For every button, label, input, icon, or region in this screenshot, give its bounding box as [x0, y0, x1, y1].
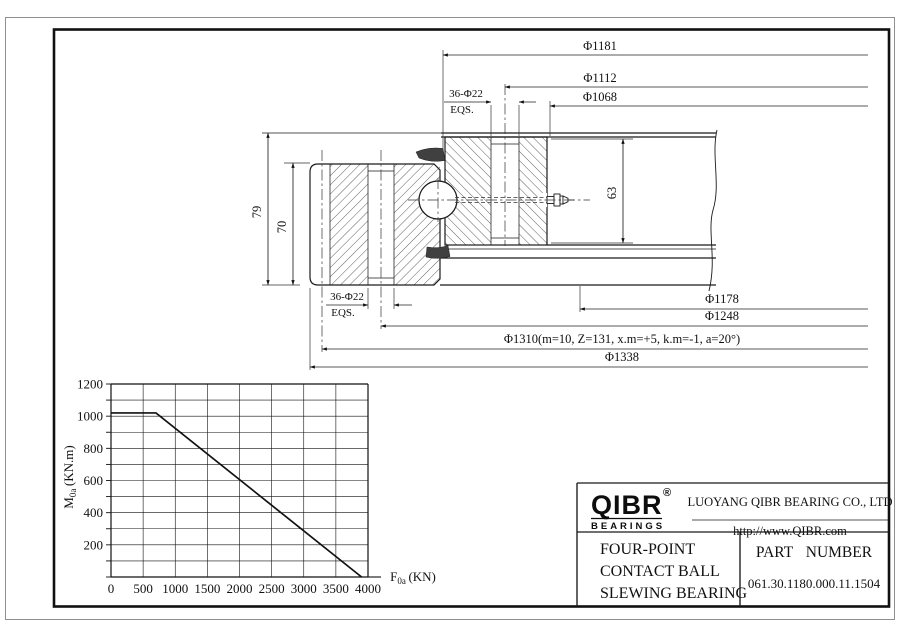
dim-phi1248: Φ1248 [704, 309, 740, 323]
bottom-seal [426, 246, 450, 259]
logo-registered-mark: ® [663, 487, 672, 499]
load-limit-chart [61, 377, 436, 597]
company-name: LUOYANG QIBR BEARING CO., LTD [687, 495, 893, 509]
product-line-1: FOUR-POINT [600, 541, 696, 558]
logo-name: QIBR [591, 490, 663, 520]
x-tick-label: 500 [133, 581, 153, 596]
x-axis-title: $F_{0a}$ (KN) [390, 569, 436, 586]
top-seal [416, 148, 445, 161]
dim-phi1178: Φ1178 [705, 292, 739, 306]
load-curve [111, 413, 362, 577]
y-tick-label: 1200 [77, 376, 103, 392]
inner-ring-hatch-left [330, 164, 368, 285]
outer-ring-hatch-right [519, 137, 547, 245]
break-line [709, 130, 717, 291]
bolt-note-top-eqs: EQS. [450, 104, 474, 116]
company-url: http://www.QIBR.com [733, 524, 847, 538]
y-tick-label: 200 [83, 537, 103, 553]
x-tick-label: 0 [107, 581, 115, 596]
dim-phi1181: Φ1181 [583, 39, 617, 53]
y-tick-label: 400 [83, 505, 103, 521]
company-logo [591, 487, 671, 532]
title-block [577, 483, 893, 607]
inner-ring [310, 164, 440, 285]
dim-phi1310-gear-note: Φ1310(m=10, Z=131, x.m=+5, k.m=-1, a=20°) [503, 332, 741, 346]
dim-phi1068: Φ1068 [582, 90, 618, 104]
x-tick-label: 1000 [162, 581, 189, 596]
part-number-label: PART NUMBER [755, 544, 873, 561]
part-number-value: 061.30.1180.000.11.1504 [747, 576, 881, 591]
x-tick-label: 3000 [290, 581, 317, 596]
dim-height-79: 79 [250, 205, 264, 219]
y-tick-label: 1000 [77, 408, 103, 424]
y-tick-label: 600 [83, 473, 103, 488]
product-line-3: SLEWING BEARING [600, 585, 748, 602]
x-tick-label: 3500 [322, 581, 349, 596]
dim-height-63: 63 [605, 186, 619, 200]
bolt-note-bottom-label: 36-Φ22 [330, 291, 364, 303]
x-tick-label: 4000 [355, 581, 381, 596]
product-name [600, 541, 748, 602]
x-tick-label: 2000 [226, 581, 253, 596]
x-tick-label: 1500 [194, 581, 221, 596]
bolt-note-bottom-eqs: EQS. [331, 307, 355, 319]
bolt-note-top-label: 36-Φ22 [449, 88, 483, 100]
y-axis-title: $M_{0a}$ (KN.m) [61, 445, 78, 509]
dim-phi1112: Φ1112 [583, 71, 617, 85]
dim-phi1338: Φ1338 [604, 350, 640, 364]
x-tick-label: 2500 [258, 581, 285, 596]
y-tick-label: 800 [83, 440, 103, 456]
outer-ring [445, 137, 547, 245]
dim-height-70: 70 [275, 220, 289, 234]
logo-sub: BEARINGS [591, 521, 666, 532]
product-line-2: CONTACT BALL [600, 563, 720, 580]
